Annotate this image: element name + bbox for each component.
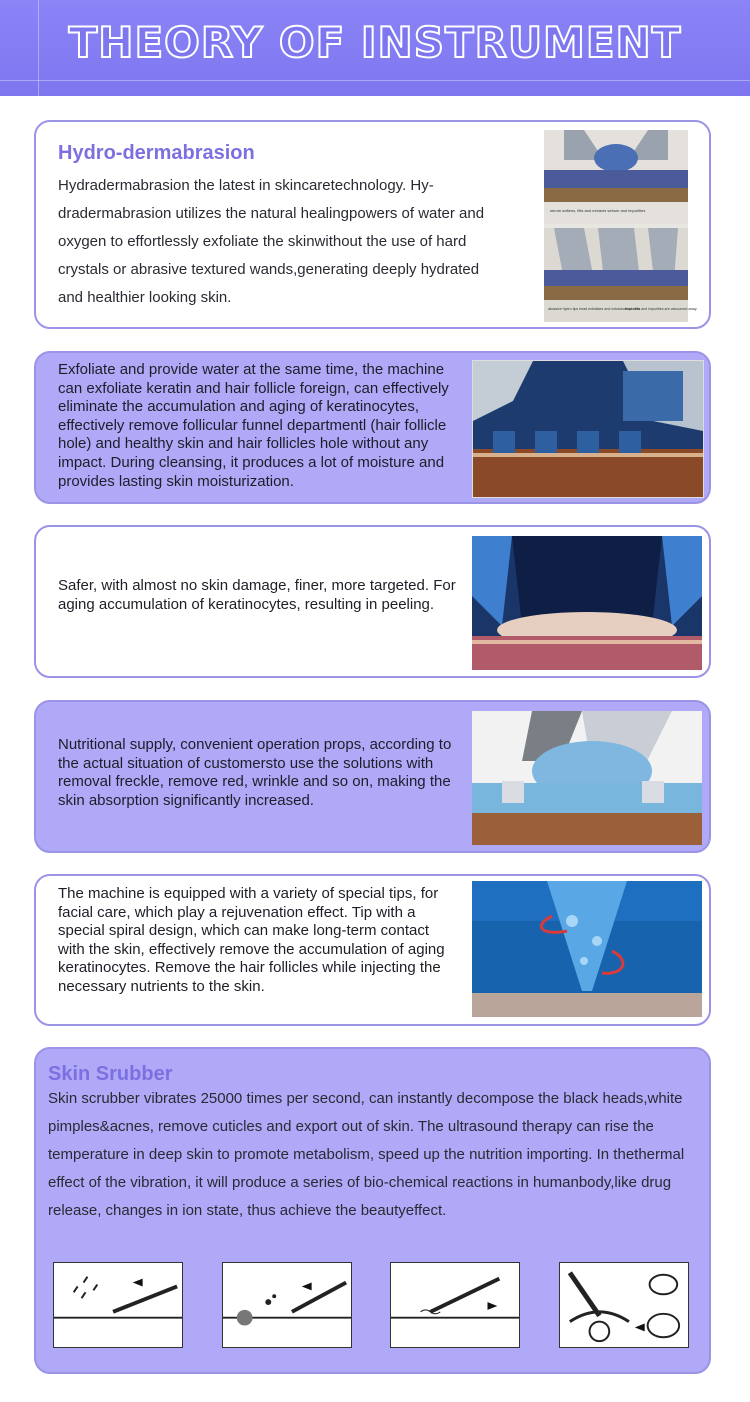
hydro-diagram-top-label: serum softens, lifts and extracts sebum and impurities xyxy=(550,208,646,213)
nutritional-text: Nutritional supply, convenient operation props, according to the actual situation of customersto use the solutions with removal freckle, remove red, wrinkle and so on, making the skin absorption significantly increased. xyxy=(58,736,452,809)
scrubber-illustration-1 xyxy=(53,1262,183,1348)
hydro-diagram-image xyxy=(544,130,697,322)
scrubber-illustration-2 xyxy=(222,1262,352,1348)
header-banner xyxy=(0,0,750,96)
safer-card xyxy=(34,525,711,678)
nutritional-card xyxy=(34,700,711,853)
skin-scrubber-text: Skin scrubber vibrates 25000 times per second, can instantly decompose the black heads,white pimples&acnes, remove cuticles and export out of skin. The ultrasound therapy can rise the temperature in deep skin to promote metabolism, speed up the nutrition importing. In thethermal effect of the vibration, it will produce a series of bio-chemical reactions in humanbody,like drug release, changes in ion state, thus achieve the beautyeffect. xyxy=(48,1090,685,1219)
skin-scrubber-heading: Skin Srubber xyxy=(48,1063,173,1085)
hydro-diagram-bottom-left-label: abrasive hydro tips head exfoliates and extracts impurities xyxy=(548,307,641,311)
hydro-diagram-bottom-right-label: dead cells and impurities are vacuumed away xyxy=(624,307,697,311)
hydro-card xyxy=(34,120,711,329)
special-tips-card xyxy=(34,874,711,1026)
exfoliate-image xyxy=(472,360,704,498)
nutritional-image xyxy=(472,711,702,845)
hydro-text: Hydradermabrasion the latest in skincaretechnology. Hy-dradermabrasion utilizes the natural healingpowers of water and oxygen to effortlessly exfoliate the skinwithout the use of hard crystals or abrasive textured wands,generating deeply hydrated and healthier looking skin. xyxy=(58,177,485,306)
exfoliate-text: Exfoliate and provide water at the same time, the machine can exfoliate keratin and hair follicle foreign, can effectively eliminate the accumulation and aging of keratinocytes, effectively remove follicular funnel departmentl (hair follicle hole) and healthy skin and hair follicles hole without any impact. During cleansing, it produces a lot of moisture and provides lasting skin moisturization. xyxy=(58,361,449,490)
scrubber-illustration-3 xyxy=(390,1262,520,1348)
special-tips-text: The machine is equipped with a variety of special tips, for facial care, which play a rejuvenation effect. Tip with a special spiral design, which can make long-term contact with the skin, effectively remove the accumulation of aging keratinocytes. Remove the hair follicles while injecting the necessary nutrients to the skin. xyxy=(58,885,445,995)
safer-text: Safer, with almost no skin damage, finer, more targeted. For aging accumulation of keratinocytes, resulting in peeling. xyxy=(58,577,456,613)
page-title: THEORY OF INSTRUMENT xyxy=(68,18,682,67)
hydro-heading: Hydro-dermabrasion xyxy=(58,142,255,164)
exfoliate-card xyxy=(34,351,711,504)
scrubber-illustration-4 xyxy=(559,1262,689,1348)
safer-image xyxy=(472,536,702,670)
spiral-tip-image xyxy=(472,881,702,1017)
